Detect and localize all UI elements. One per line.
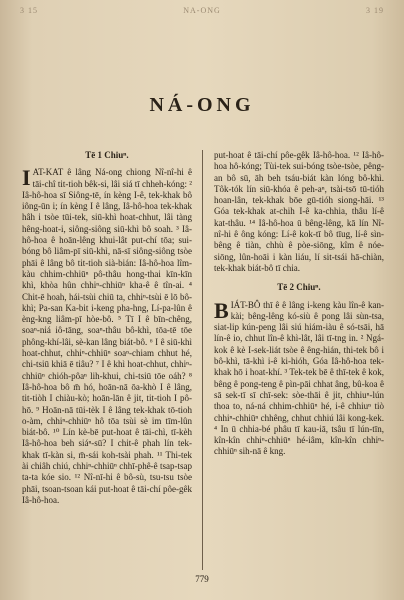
chapter-2-paragraph [214, 297, 384, 458]
chapter-2-text: IÁT-BÔ thī ê ê lâng i-keng kàu lîn-ê kan-kài; bêng-lêng kó-siù ê pong lâi sùn-tsa, siat-lip kún-peng lâi siú hiám-iàu ê só-tsāi, hā lín-ê io, chhut lîn-ê khì-lât, lâi tī-tng in. ² Ngá-kok ê kè I-sek-liát tsòe ê êng-hián, thi-tek bô i bô-khì, tā-khì i-ê ki-hióh, Góa Iâ-hô-hoa tek-khak hō i hoat-khí. ³ Tek-tek bē ê thī-tek ê kok, bêng ê pong-teng ê pìn-pāi chhat âng, bû-koa ê sā sek-tī sī chī-sek: sòe-thāi ê jit, chhiuⁿ-lún thoa to, ná-ná chhim-chhiūⁿ hé, i-ê chhiuⁿ tiò chhiⁿ-chhiūⁿ chhêng, chhut chhiú lâi kong-kek. ⁴ In ū chhia-bé phâu tī kau-iā, tsâu tī lún-tīn, kîn-kîn chhiⁿ-chhiūⁿ hé-iâm, kîn-kîn chhiⁿ-chhiūⁿ sih-nā ê kng. [214, 299, 384, 457]
header-right: 3 19 [366, 6, 384, 15]
chapter-1-text: AT-KAT ê lâng Ná-ong chiong Nî-nî-hi ê tāi-chî tit-tioh bêk-si, lâi siá tī chheh-kóng: ² Iâ-hô-hoa sī Siông-tē, ín kèng I-ê, tek-khak bô iông-ūn i; ín kèng I ê lâng, Iâ-hô-hoa tek-khak hâh i tsòe tūi-tek, siū-khì hoat-chhut, lâi tàng hêng-hoat-i, siông-siông siū-khì bô soah. ³ Iâ-hô-hoa ê hoān-lêng khui-lât put-chí tōa; sui-bóng bô liâm-pī siū-khì, nā-sī siông-siông tsòe phāi ê lâng bô tit-tioh sià-bián: Iâ-hô-hoa lîm-kàu chhim-chhiūⁿ pô-thâu hong-thai kīn-kīn khì, khòa hûn chhiⁿ-chhiūⁿ kha-ê ê tîn-ai. ⁴ Chit-ē hoah, hái-tsùi chiū ta, chhiⁿ-tsùi ē lō bô-khì; Pa-san Ka-bit i-keng pha-hng, Lí-pa-lûn ê èng-kng liâm-pī hòe-bô. ⁵ Tī I ê bīn-chêng, soaⁿ-niá iô-tāng, soaⁿ-thâu bô-khì, tōa-tē tōe phông-khí-lâi, sè-kan lâng biát-bô. ⁶ I ê siū-khì hoat-chhut, chhiⁿ-chhiūⁿ soaⁿ-chiam chhut hé, chi-tsiū khiā ē tiâu? ⁷ I ê khì hoat-chhut, chhiⁿ-chhiūⁿ chióh-pôaⁿ lih-khui, chi-tsiū tōe oáh? ⁸ Iâ-hô-hoa bô m̄ hó, hoān-nā ōa-khò I ê lâng, tit-tiòh I chiàu-kò; hoān-lān ê jit, tit-tioh I pô-hō. ⁹ Hoān-nā tūi-tèk I ê lâng tek-khak tō-tioh o-àm, chhiⁿ-chhiūⁿ hô tōa tsùi sè im tīm-lûn biát-bô. ¹⁰ Lín kè-bē put-hoat ê tāi-chì, tī-kèh Iâ-hô-hoa beh siáⁿ-sū? I chit-ê phah lín tek-khak tī-kàn si, m̄-sái koh-tsài phah. ¹¹ Thi-tek ài chiâh chiú, chhiⁿ-chhiūⁿ chhī-phê-ê tsap-tsap ta-ta kóe sio. ¹² Nî-nī-hi ê bô-sù, tsu-tsu tsòe phāi, tsoan-tsoan kái put-hoat ê tāi-chí pôe-gêk Iâ-hô-hoa. [22, 167, 192, 505]
chapter-1-paragraph [22, 167, 192, 506]
running-header [20, 6, 384, 20]
book-title: NÁ-ONG [149, 94, 255, 116]
page-number: 779 [195, 574, 209, 584]
column-divider [202, 150, 203, 570]
dropcap-letter: I [22, 165, 31, 191]
chapter-1-heading: Tē 1 Chiuⁿ. [85, 150, 129, 160]
right-column [214, 150, 384, 458]
header-center: NA-ONG [183, 6, 221, 15]
header-left: 3 15 [20, 6, 38, 15]
dropcap-letter: B [214, 297, 229, 323]
chapter-1-continuation: put-hoat ê tāi-chí pôe-gêk Iâ-hô-hoa. ¹² Iâ-hô-hoa hô-kóng; Tùi-tek sui-bóng tsòe-tsòe, pêng-an bô sū, āh beh tsáu-biát kàn lóng bô-khì. Tôk-tók lín siū-khóa ê peh-aⁿ, tsài-tsō tū-tióh hoan-lân, tek-khak bōe gū-tióh siong-hāi. ¹³ Góa tek-khak at-chih I-ê ka-chhia, thâu lí-ê kat-thâu. ¹⁴ Iâ-hô-hoa ū bêng-lêng, kā lín Nî-nî-hi ê ông kóng: Lí-ê kok-tī bô tīug, lí-ê sìn-bêng ê tiàn, chhù ê pòe-siōng, kîm ê nóe-siōng, lûn-hoāi i kàn liáu, lí sit-tsái hā-chiàn, tek-khak biát-bô tī chia. [214, 150, 384, 273]
chapter-2-heading: Tē 2 Chiuⁿ. [277, 282, 321, 293]
left-column [22, 150, 192, 506]
